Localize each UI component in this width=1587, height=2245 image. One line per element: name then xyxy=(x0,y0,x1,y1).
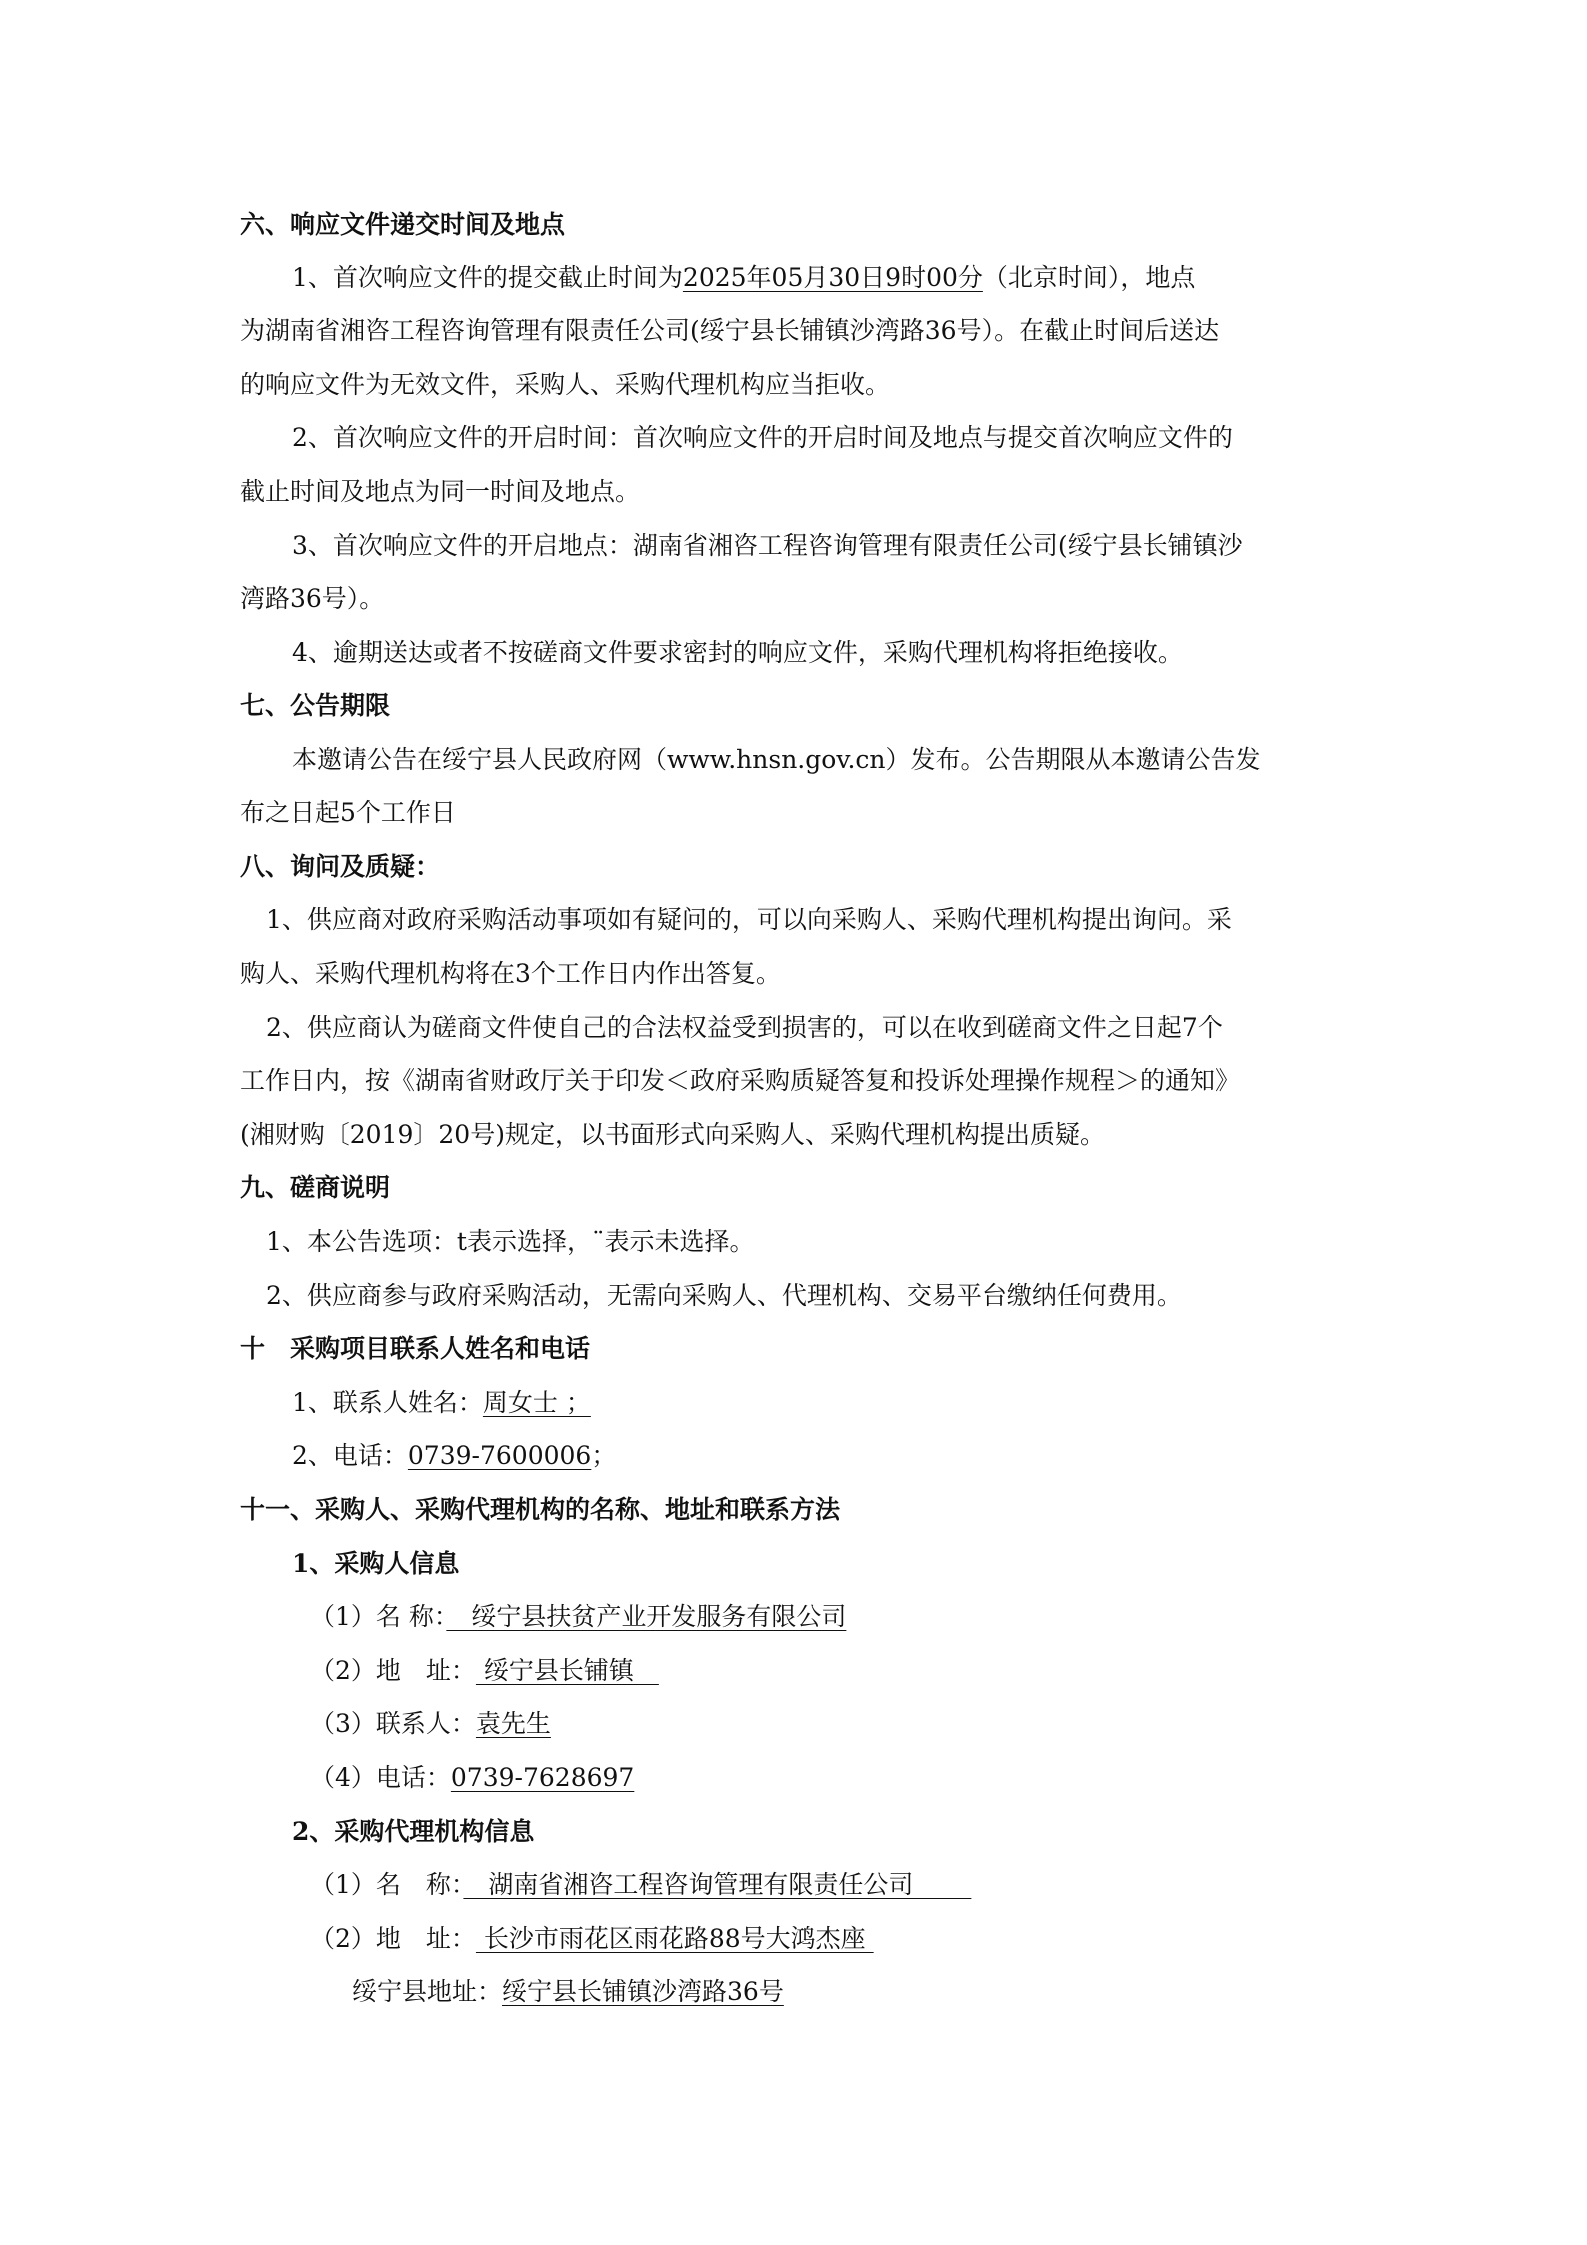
agency-local-address-row: 绥宁县地址：绥宁县长铺镇沙湾路36号 xyxy=(352,1977,784,2006)
sec7-line1: 本邀请公告在绥宁县人民政府网（www.hnsn.gov.cn）发布。公告期限从本邀请公告发 xyxy=(292,745,1261,774)
agency-address-row: （2）地 址： 长沙市雨花区雨花路88号大鸿杰座 xyxy=(310,1924,874,1953)
sec9-p2: 2、供应商参与政府采购活动，无需向采购人、代理机构、交易平台缴纳任何费用。 xyxy=(266,1281,1182,1310)
agency-name-row: （1）名 称： 湖南省湘咨工程咨询管理有限责任公司 xyxy=(310,1870,972,1899)
purchaser-info-heading: 1、采购人信息 xyxy=(292,1549,460,1578)
sec8-p1-line2: 购人、采购代理机构将在3个工作日内作出答复。 xyxy=(240,959,781,988)
sec8-p2-line3: (湘财购〔2019〕20号)规定，以书面形式向采购人、采购代理机构提出质疑。 xyxy=(240,1120,1105,1149)
section-10-heading: 十 采购项目联系人姓名和电话 xyxy=(240,1334,591,1363)
section-7-heading: 七、公告期限 xyxy=(240,691,391,720)
sec8-p2-line2: 工作日内，按《湖南省财政厅关于印发＜政府采购质疑答复和投诉处理操作规程＞的通知》 xyxy=(240,1066,1241,1095)
contact-name-value: 周女士 ； xyxy=(482,1388,591,1417)
contact-row: 1、联系人姓名：周女士 ； xyxy=(292,1388,591,1417)
purchaser-phone-row: （4）电话：0739-7628697 xyxy=(310,1763,635,1792)
sec6-p4: 4、逾期送达或者不按磋商文件要求密封的响应文件，采购代理机构将拒绝接收。 xyxy=(292,638,1183,667)
section-6-heading: 六、响应文件递交时间及地点 xyxy=(240,210,566,239)
agency-local-address-value: 绥宁县长铺镇沙湾路36号 xyxy=(502,1977,784,2006)
sec6-p3-line1: 3、首次响应文件的开启地点：湖南省湘咨工程咨询管理有限责任公司(绥宁县长铺镇沙 xyxy=(292,531,1243,560)
purchaser-name-row: （1）名 称： 绥宁县扶贫产业开发服务有限公司 xyxy=(310,1602,847,1631)
sec6-p1-line1: 1、首次响应文件的提交截止时间为2025年05月30日9时00分（北京时间），地点 xyxy=(292,263,1196,292)
purchaser-contact-value: 袁先生 xyxy=(475,1709,551,1738)
purchaser-contact-row: （3）联系人：袁先生 xyxy=(310,1709,551,1738)
sec6-p2-line1: 2、首次响应文件的开启时间：首次响应文件的开启时间及地点与提交首次响应文件的 xyxy=(292,423,1233,452)
sec7-line2: 布之日起5个工作日 xyxy=(240,798,456,827)
agency-info-heading: 2、采购代理机构信息 xyxy=(292,1817,535,1846)
sec9-p1: 1、本公告选项：t表示选择，¨表示未选择。 xyxy=(266,1227,755,1256)
phone-value: 0739-7600006 xyxy=(407,1441,592,1470)
sec8-p1-line1: 1、供应商对政府采购活动事项如有疑问的，可以向采购人、采购代理机构提出询问。采 xyxy=(266,905,1232,934)
section-8-heading: 八、询问及质疑： xyxy=(240,852,441,881)
purchaser-phone-value: 0739-7628697 xyxy=(450,1763,635,1792)
sec6-p1-line3: 的响应文件为无效文件，采购人、采购代理机构应当拒收。 xyxy=(240,370,891,399)
sec6-p1-line2: 为湖南省湘咨工程咨询管理有限责任公司(绥宁县长铺镇沙湾路36号）。在截止时间后送达 xyxy=(240,316,1220,345)
section-11-heading: 十一、采购人、采购代理机构的名称、地址和联系方法 xyxy=(240,1495,841,1524)
section-9-heading: 九、磋商说明 xyxy=(240,1173,391,1202)
deadline-value: 2025年05月30日9时00分 xyxy=(682,263,983,292)
agency-name-value: 湖南省湘咨工程咨询管理有限责任公司 xyxy=(463,1870,972,1899)
agency-address-value: 长沙市雨花区雨花路88号大鸿杰座 xyxy=(475,1924,874,1953)
purchaser-address-value: 绥宁县长铺镇 xyxy=(475,1656,659,1685)
purchaser-address-row: （2）地 址： 绥宁县长铺镇 xyxy=(310,1656,659,1685)
phone-row: 2、电话：0739-7600006； xyxy=(292,1441,617,1470)
purchaser-name-value: 绥宁县扶贫产业开发服务有限公司 xyxy=(446,1602,847,1631)
sec8-p2-line1: 2、供应商认为磋商文件使自己的合法权益受到损害的，可以在收到磋商文件之日起7个 xyxy=(266,1013,1223,1042)
sec6-p3-line2: 湾路36号）。 xyxy=(240,584,385,613)
sec6-p2-line2: 截止时间及地点为同一时间及地点。 xyxy=(240,477,641,506)
